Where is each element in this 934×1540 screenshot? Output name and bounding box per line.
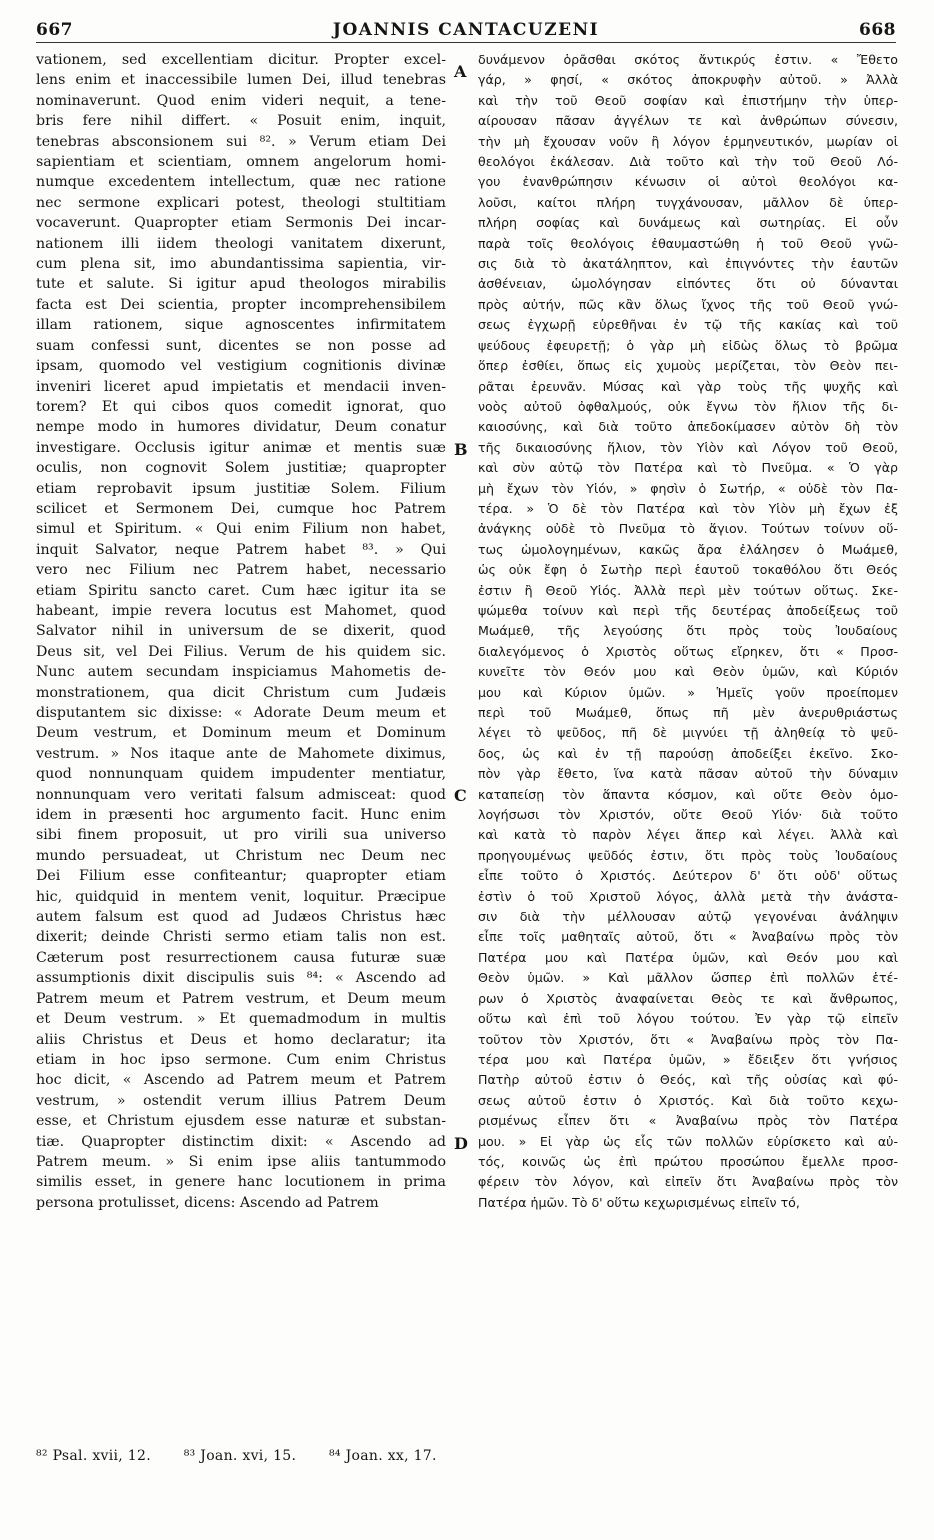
text-line: Deus sit, vel Dei Filius. Verum de his quidem sic.: [36, 643, 446, 660]
text-line: δος, ὡς καὶ ἐν τῇ παρούσῃ ἀποδείξει ἐκεῖνο. Σκο-: [478, 745, 898, 761]
text-line: nonnunquam vero veritati falsum admisceat: quod: [36, 786, 446, 803]
text-line: idem in præsenti hoc argumento facit. Hunc enim: [36, 807, 446, 824]
text-line: ὅπερ ἐσθίει, ὅπως εἰς χυμοὺς μερίζεται, τὸν Θεὸν πει-: [478, 358, 898, 374]
text-line: et Deum vestrum. » Et quemadmodum in multis: [36, 1011, 446, 1028]
text-line: Patrem meum. » Si enim ipse aliis tantummodo: [36, 1153, 446, 1170]
text-line: σεως ἐγχωρῇ εὑρεθῆναι ἐν τῷ τῆς κακίας καὶ τοῦ: [478, 317, 898, 333]
text-line: καιοσύνης, καὶ διὰ τοῦτο ἀπεδοκίμασεν αὐτὸν δὴ τὸν: [478, 419, 898, 435]
page-number-right: 668: [859, 20, 896, 40]
text-line: tute et salute. Si igitur apud theologos mirabilis: [36, 276, 446, 293]
text-line: ἀνάγκης οὐδὲ τὸ Πνεῦμα τὸ ἅγιον. Τούτων τοίνυν οὕ-: [478, 521, 898, 537]
text-line: Μωάμεθ, τῆς λεγούσης ὅτι πρὸς τοὺς Ἰουδαίους: [478, 623, 898, 639]
text-line: sibi finem proposuit, ut pro virili sua universo: [36, 827, 446, 844]
text-line: nominaverunt. Quod enim videri nequit, a tene-: [36, 92, 446, 109]
text-line: διαλεγόμενος ὁ Χριστὸς οὕτως εἴρηκεν, ὅτι « Προσ-: [478, 643, 898, 659]
text-line: καὶ σὺν αὐτῷ τὸν Πατέρα καὶ τὸ Πνεῦμα. « Ὁ γὰρ: [478, 460, 898, 476]
text-line: inveniri liceret apud impietatis et mendacii inven-: [36, 378, 446, 395]
text-line: similis esset, in genere hanc locutionem in prima: [36, 1174, 446, 1191]
text-line: Nunc autem secundam inspiciamus Mahometis de-: [36, 664, 446, 681]
text-line: πρὸς αὐτήν, πῶς κἂν ὅλως ἴχνος τῆς τοῦ Θεοῦ γνώ-: [478, 296, 898, 312]
text-line: oculis, non cognovit Solem justitiæ; quapropter: [36, 460, 446, 477]
text-line: εἶπε τοῦτο ὁ Χριστός. Δεύτερον δ' ὅτι οὐδ' οὕτως: [478, 868, 898, 884]
text-line: nempe modo in humores dividatur, Deum conatur: [36, 419, 446, 436]
text-line: mundo persuadeat, ut Christum nec Deum nec: [36, 847, 446, 864]
text-line: ὡς οὐκ ἔφη ὁ Σωτὴρ περὶ ἑαυτοῦ τοκαθόλου ὅτι Θεός: [478, 562, 898, 578]
text-line: tenebras absconsionem sui ⁸². » Verum etiam Dei: [36, 133, 446, 150]
text-line: Dei Filium esse confiteantur; quapropter etiam: [36, 868, 446, 885]
text-line: vationem, sed excellentiam dicitur. Propter excel-: [36, 52, 446, 68]
text-line: πλήρη σοφίας καὶ δυνάμεως καὶ σωτηρίας. Εἰ οὖν: [478, 215, 898, 231]
text-line: etiam Spiritu sancto caret. Cum hæc igitur ita se: [36, 582, 446, 599]
text-line: ρᾶται ἐρευνᾶν. Μύσας καὶ γὰρ τοὺς τῆς ψυχῆς καὶ: [478, 378, 898, 394]
text-line: hoc dicit, « Ascendo ad Patrem meum et Patrem: [36, 1072, 446, 1089]
text-line: ἀσθένειαν, ὡμολόγησαν εἰπόντες ὅτι οὐ δύνανται: [478, 276, 898, 292]
text-line: καὶ τὴν τοῦ Θεοῦ σοφίαν καὶ ἐπιστήμην τὴν ὑπερ-: [478, 92, 898, 108]
text-line: θεολόγοι ἐκάλεσαν. Διὰ τοῦτο καὶ τὴν τοῦ Θεοῦ Λό-: [478, 154, 898, 170]
section-marker-a: A: [454, 62, 467, 81]
text-line: assumptionis dixit discipulis suis ⁸⁴: « Ascendo ad: [36, 970, 446, 987]
text-line: λέγει τὸ ψεῦδος, πῆ δὲ μιγνύει τῇ ἀληθείᾳ τὸ ψεῦ-: [478, 725, 898, 741]
text-line: lens enim et inaccessibile lumen Dei, illud tenebras: [36, 72, 446, 89]
text-line: etiam in hoc ipso sermone. Cum enim Christus: [36, 1051, 446, 1068]
text-line: bris fere nihil differt. « Posuit enim, inquit,: [36, 113, 446, 130]
text-line: τῆς δικαιοσύνης ἥλιον, τὸν Υἱὸν καὶ Λόγον τοῦ Θεοῦ,: [478, 439, 898, 455]
text-line: σις διὰ τὸ ἀκατάληπτον, καὶ ἐπιγνόντες τὴν ἑαυτῶν: [478, 256, 898, 272]
text-line: Πατέρα ἡμῶν. Τὸ δ' οὕτω κεχωρισμένως εἰπεῖν τό,: [478, 1194, 800, 1210]
text-line: τοῦτον τὸν Χριστόν, ὅτι « Ἀναβαίνω πρὸς τὸν Πα-: [478, 1031, 898, 1047]
text-line: παρὰ τοῖς θεολόγοις ἐθαυμαστώθη ἡ τοῦ Θεοῦ γνῶ-: [478, 235, 898, 251]
page-number-left: 667: [36, 20, 73, 40]
text-line: ipsam, quomodo vel vestigium cognitionis divinæ: [36, 358, 446, 375]
text-line: σεως αὐτοῦ ἐστιν ὁ Χριστός. Καὶ διὰ τοῦτο κεχω-: [478, 1092, 898, 1108]
text-line: λοῦσι, καίτοι πλήρη τυγχάνουσαν, μᾶλλον δὲ ὑπερ-: [478, 194, 898, 210]
text-line: εἶπε τοῖς μαθηταῖς αὐτοῦ, ὅτι « Ἀναβαίνω πρὸς τὸν: [478, 929, 898, 945]
text-line: inquit Salvator, neque Patrem habet ⁸³. » Qui: [36, 541, 446, 558]
text-line: hic, quidquid in mentem venit, loquitur. Præcipue: [36, 888, 446, 905]
text-line: κυνεῖτε τὸν Θεόν μου καὶ Θεὸν ὑμῶν, καὶ Κύριόν: [478, 664, 898, 680]
text-line: σιν διὰ τὴν μέλλουσαν αὐτῷ γεγονέναι ἀνάληψιν: [478, 909, 898, 925]
text-line: ἐστὶν ὁ τοῦ Χριστοῦ λόγος, ἀλλὰ μετὰ τὴν ἀνάστα-: [478, 888, 898, 904]
text-line: τέρα μου καὶ Πατέρα ὑμῶν, » ἔδειξεν ὅτι γνήσιος: [478, 1051, 898, 1067]
section-marker-b: B: [454, 440, 468, 459]
header-rule: [36, 42, 896, 43]
greek-column: [478, 50, 898, 1213]
text-line: disputantem sic dixisse: « Adorate Deum meum et: [36, 705, 446, 721]
text-line: nec sermone explicari potest, theologi stultitiam: [36, 194, 446, 211]
text-line: Πατὴρ αὐτοῦ ἐστιν ὁ Θεός, καὶ τῆς οὐσίας καὶ φύ-: [478, 1072, 898, 1088]
latin-column: [36, 50, 446, 1213]
text-line: illam rationem, sique agnoscentes infirmitatem: [36, 317, 446, 334]
text-line: μου καὶ Κύριον ὑμῶν. » Ἡμεῖς γοῦν προείπομεν: [478, 684, 898, 700]
text-line: vestrum. » Nos itaque ante de Mahomete diximus,: [36, 745, 446, 762]
text-line: sapientiam et scientiam, omnem angelorum homi-: [36, 154, 446, 171]
text-line: φέρειν τὸν λόγον, καὶ εἰπεῖν ὅτι Ἀναβαίνω πρὸς τὸν: [478, 1174, 898, 1190]
footnote-83: ⁸³ Joan. xvi, 15.: [183, 1448, 297, 1464]
text-line: Salvator nihil in universum de se dixerit, quod: [36, 623, 446, 640]
footnotes: [36, 1448, 465, 1464]
running-title: JOANNIS CANTACUZENI: [332, 20, 600, 40]
text-line: dixerit; deinde Christi sermo etiam talis non est.: [36, 929, 446, 946]
text-line: aliis Christus et Deus et homo declaratur; ita: [36, 1031, 446, 1048]
text-line: νοὸς αὐτοῦ ὀφθαλμούς, οὐκ ἔγνω τὸν ἥλιον τῆς δι-: [478, 398, 898, 414]
section-marker-d: D: [454, 1134, 468, 1153]
footnote-84: ⁸⁴ Joan. xx, 17.: [329, 1448, 437, 1464]
text-line: monstrationem, qua dicit Christum cum Judæis: [36, 684, 446, 701]
text-line: investigare. Occlusis igitur animæ et mentis suæ: [36, 439, 446, 456]
text-line: καὶ κατὰ τὸ παρὸν λέγει ἅπερ καὶ λέγει. Ἀλλὰ καὶ: [478, 827, 898, 843]
text-line: tiæ. Quapropter distinctim dixit: « Ascendo ad: [36, 1133, 446, 1150]
text-line: facta est Dei scientia, propter incomprehensibilem: [36, 296, 446, 313]
text-line: λογήσωσι τὸν Χριστόν, οὔτε Θεοῦ Υἱόν· διὰ τοῦτο: [478, 807, 898, 823]
text-line: δυνάμενον ὁρᾶσθαι σκότος ἄντικρύς ἐστιν. « Ἔθετο: [478, 52, 898, 67]
text-line: Patrem meum et Patrem vestrum, et Deum meum: [36, 990, 446, 1007]
text-line: τὴν μὴ ἔχουσαν νοῦν ἢ λόγον ἑρμηνευτικόν, μωρίαν οἱ: [478, 133, 898, 149]
text-line: γάρ, » φησί, « σκότος ἀποκρυφὴν αὐτοῦ. » Ἀλλὰ: [478, 72, 898, 88]
text-line: προηγουμένως ψεῦδός ἐστιν, ὅτι πρὸς τοὺς Ἰουδαίους: [478, 847, 898, 863]
text-line: μου. » Εἰ γὰρ ὡς εἷς τῶν πολλῶν εὑρίσκετο καὶ αὐ-: [478, 1133, 898, 1149]
text-line: numque excedentem intellectum, quæ nec ratione: [36, 174, 446, 191]
text-line: autem falsum est quod ad Judæos Christus hæc: [36, 909, 446, 926]
text-line: πὸν γὰρ ἔθετο, ἵνα κατὰ πᾶσαν αὐτοῦ τὴν δύναμιν: [478, 766, 898, 782]
text-line: Deum vestrum, et Dominum meum et Dominum: [36, 725, 446, 742]
text-line: Θεὸν ὑμῶν. » Καὶ μᾶλλον ὥσπερ ἐπὶ πολλῶν ἑτέ-: [478, 970, 898, 986]
text-line: suam confessi sunt, dicentes se non posse ad: [36, 337, 446, 354]
text-line: cum plena sit, imo abundantissima sapientia, vir-: [36, 256, 446, 273]
section-marker-c: C: [454, 786, 467, 805]
text-line: τός, κοινῶς ὡς ἐπὶ πρώτου προσώπου ἔμελλε προσ-: [478, 1153, 898, 1169]
text-line: μὴ ἔχων τὸν Υἱόν, » φησὶν ὁ Σωτήρ, « οὐδὲ τὸν Πα-: [478, 480, 898, 496]
text-line: ψώμεθα τοίνυν καὶ περὶ τῆς δευτέρας ἀποδείξεως τοῦ: [478, 602, 898, 618]
text-line: γου ἐνανθρώπησιν κένωσιν οἱ αὐτοὶ θεολόγοι κα-: [478, 174, 898, 190]
text-line: περὶ τοῦ Μωάμεθ, ὅπως πῆ μὲν ἀνερυθριάστως: [478, 705, 898, 720]
text-line: quod nonnunquam quidem impudenter mentiatur,: [36, 766, 446, 783]
text-line: vocaverunt. Quapropter etiam Sermonis Dei incar-: [36, 215, 446, 232]
text-line: ρων ὁ Χριστὸς ἀναφαίνεται Θεὸς τε καὶ ἄνθρωπος,: [478, 990, 898, 1006]
page-header: [36, 14, 896, 42]
text-line: esse, et Christum ejusdem esse naturæ et substan-: [36, 1113, 446, 1130]
footnote-82: ⁸² Psal. xvii, 12.: [36, 1448, 151, 1464]
text-line: vero nec Filium nec Patrem habet, necessario: [36, 562, 446, 579]
text-line: etiam reprobavit ipsum justitiæ Solem. Filium: [36, 480, 446, 497]
text-line: ψεύδους ἐφευρετῇ; ὁ γὰρ μὴ εἰδὼς ὅλως τὸ βρῶμα: [478, 337, 898, 353]
text-line: οὕτω καὶ ἐπὶ τοῦ λόγου τούτου. Ἐν γὰρ τῷ εἰπεῖν: [478, 1011, 898, 1027]
text-line: τως ὡμολογημένων, κακῶς ἄρα ἐλάλησεν ὁ Μωάμεθ,: [478, 541, 898, 557]
text-line: ρισμένως εἶπεν ὅτι « Ἀναβαίνω πρὸς τὸν Πατέρα: [478, 1113, 898, 1129]
text-line: αίρουσαν πᾶσαν ἀγγέλων τε καὶ ἀνθρώπων σύνεσιν,: [478, 113, 898, 129]
text-line: vestrum, » ostendit verum illius Patrem Deum: [36, 1092, 446, 1109]
text-line: habeant, impie revera locutus est Mahomet, quod: [36, 602, 446, 619]
text-line: nationem illi iidem theologi vanitatem dixerunt,: [36, 235, 446, 252]
text-line: scilicet et Sermonem Dei, cumque hoc Patrem: [36, 500, 446, 517]
text-line: τέρα. » Ὁ δὲ τὸν Πατέρα καὶ τὸν Υἱὸν μὴ ἔχων ἐξ: [478, 500, 898, 516]
text-line: persona protulisset, dicens: Ascendo ad Patrem: [36, 1194, 379, 1211]
text-line: Πατέρα μου καὶ Πατέρα ὑμῶν, καὶ Θεόν μου καὶ: [478, 949, 898, 965]
text-line: ἐστιν ἢ Θεοῦ Υἱός. Ἀλλὰ περὶ μὲν τούτων οὕτως. Σκε-: [478, 582, 898, 598]
text-line: simul et Spiritum. « Qui enim Filium non habet,: [36, 521, 446, 538]
text-line: Cæterum post resurrectionem causa futuræ suæ: [36, 949, 446, 966]
text-line: torem? Et qui cibos quos comedit ignorat, quo: [36, 398, 446, 415]
text-line: καταπείσῃ τὸν ἅπαντα κόσμον, καὶ οὔτε Θεὸν ὁμο-: [478, 786, 898, 802]
